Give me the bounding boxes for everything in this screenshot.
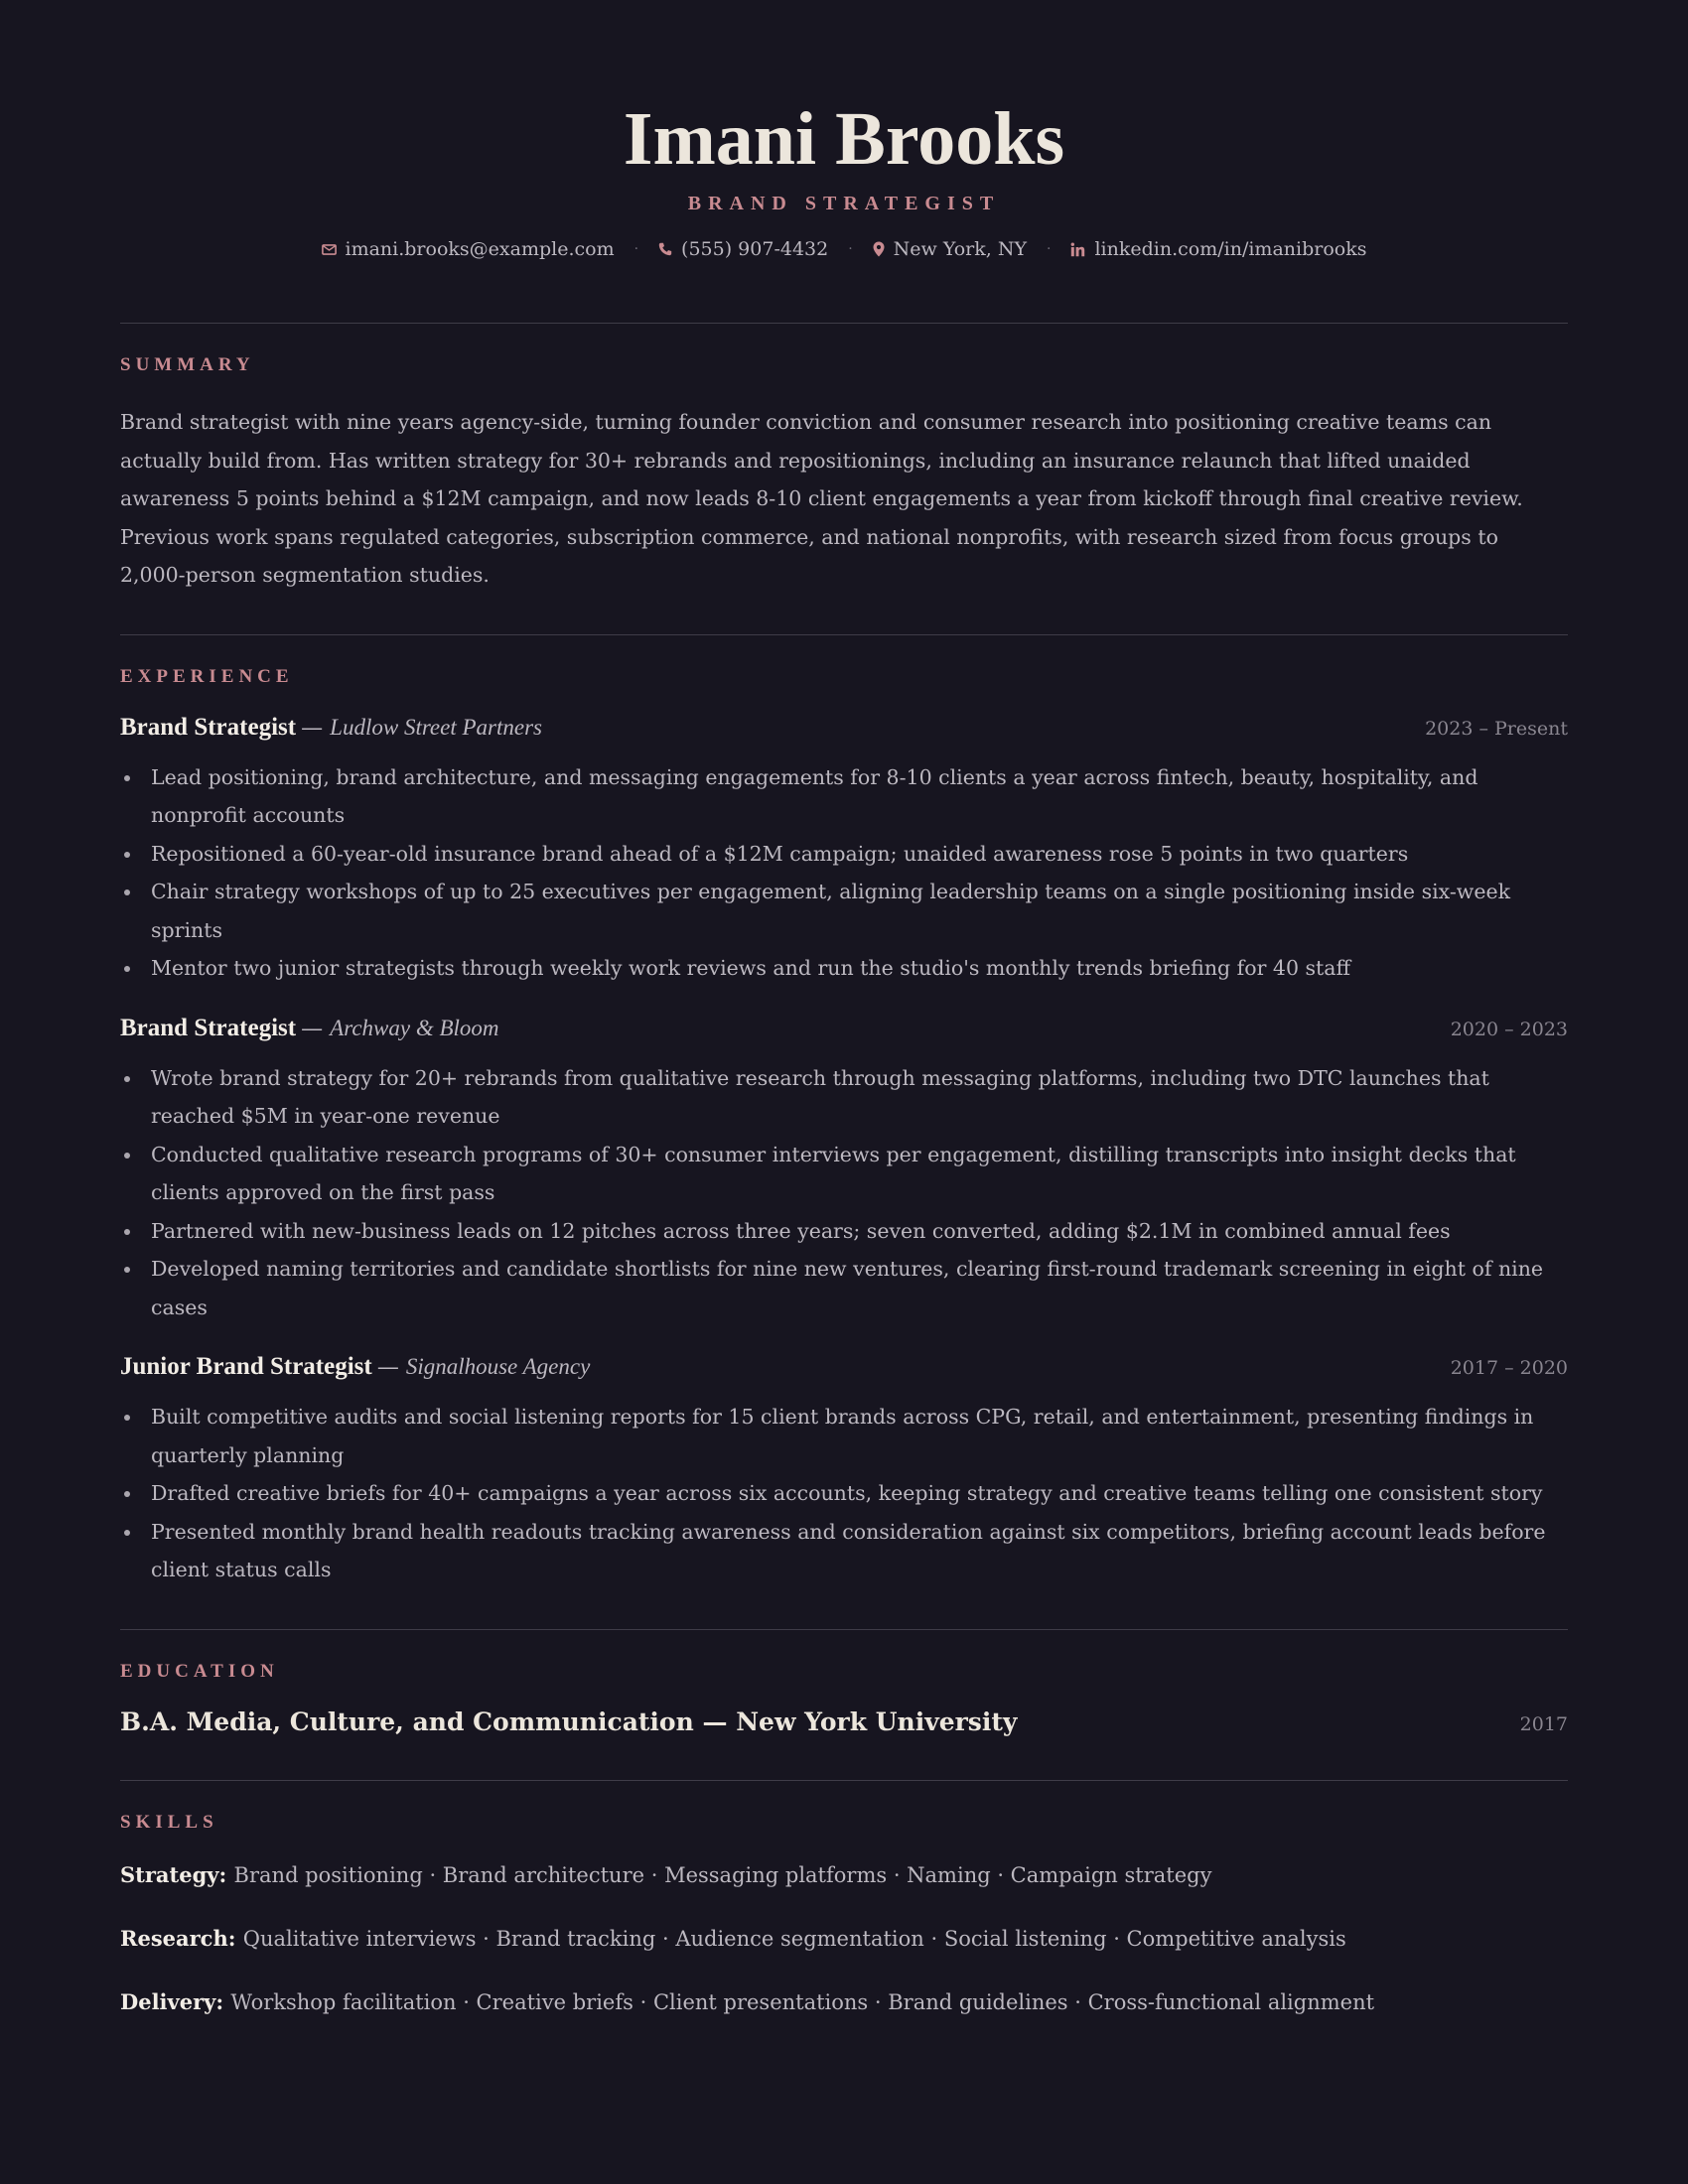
contact-email[interactable] [322,236,615,262]
summary-text: Brand strategist with nine years agency-side, turning founder conviction and consumer research into positioning creative teams can actually build from. Has written strategy for 30+ rebrands and repositionings, including an insurance relaunch that lifted unaided awareness 5 points behind a $12M campaign, and now leads 8-10 client engagements a year from kickoff through final creative review. Previous work spans regulated categories, subscription commerce, and national nonprofits, with research sized from focus groups to 2,000-person segmentation studies. [120,410,1523,587]
degree-text: B.A. Media, Culture, and Communication — New York University [120,1706,1018,1736]
job-bullet: Partnered with new-business leads on 12 pitches across three years; seven converted, adding $2.1M in combined annual fees [120,1212,1568,1251]
job-bullets [120,758,1568,988]
job-bullet: Presented monthly brand health readouts tracking awareness and consideration against six competitors, briefing account leads before client status calls [120,1513,1568,1589]
job-role: Junior Brand Strategist [120,1353,372,1380]
job-dates: 2020 – 2023 [1450,1018,1568,1040]
contact-separator: · [633,241,639,257]
education-year: 2017 [1519,1712,1568,1735]
job-header [120,1350,1568,1386]
job-entry [120,1012,1568,1327]
job-dates: 2017 – 2020 [1450,1357,1568,1379]
summary-heading: SUMMARY [120,354,255,375]
summary-section [120,324,1568,595]
education-heading: EDUCATION [120,1660,279,1682]
job-role: Brand Strategist [120,1014,297,1041]
skill-category: Strategy: [120,1861,234,1887]
contact-separator: · [848,241,853,257]
mail-icon [322,244,337,255]
job-bullets [120,1398,1568,1589]
contact-separator: · [1047,241,1052,257]
skills-section [120,1781,1568,2017]
job-bullet: Built competitive audits and social listening reports for 15 client brands across CPG, retail, and entertainment, presenting findings in quarterly planning [120,1398,1568,1474]
contact-location-text: New York, NY [893,238,1028,260]
contact-line [120,236,1568,262]
candidate-title: BRAND STRATEGIST [687,193,1001,214]
job-role: Brand Strategist [120,713,297,741]
skills-heading: SKILLS [120,1811,218,1833]
candidate-name: Imani Brooks [623,97,1065,181]
job-dates: 2023 – Present [1425,717,1568,740]
skill-row [120,1924,1568,1954]
skill-category: Delivery: [120,1988,231,2014]
job-header [120,1012,1568,1047]
education-section [120,1630,1568,1739]
job-dash: — [376,1355,406,1380]
contact-phone[interactable] [658,236,828,262]
resume-header [120,95,1568,262]
skill-row [120,1987,1568,2017]
skill-row [120,1860,1568,1890]
contact-location [873,236,1027,262]
job-dash: — [301,715,331,741]
linkedin-icon [1070,242,1085,257]
phone-icon [658,242,672,256]
location-pin-icon [873,241,885,257]
skill-items: Brand positioning · Brand architecture · Messaging platforms · Naming · Campaign strategy [233,1862,1212,1887]
skill-items: Workshop facilitation · Creative briefs · Client presentations · Brand guidelines · Cross-functional alignment [230,1989,1375,2014]
job-bullet: Lead positioning, brand architecture, and messaging engagements for 8-10 clients a year across fintech, beauty, hospitality, and nonprofit accounts [120,758,1568,835]
contact-linkedin[interactable] [1070,236,1366,262]
contact-linkedin-text: linkedin.com/in/imanibrooks [1094,238,1367,260]
contact-phone-text: (555) 907-4432 [681,238,829,260]
experience-heading: EXPERIENCE [120,665,294,687]
job-bullet: Mentor two junior strategists through weekly work reviews and run the studio's monthly trends briefing for 40 staff [120,949,1568,988]
job-bullet: Wrote brand strategy for 20+ rebrands from qualitative research through messaging platforms, including two DTC launches that reached $5M in year-one revenue [120,1059,1568,1136]
job-company: Archway & Bloom [330,1015,499,1040]
job-bullet: Repositioned a 60-year-old insurance brand ahead of a $12M campaign; unaided awareness rose 5 points in two quarters [120,835,1568,874]
job-dash: — [301,1016,331,1041]
skill-items: Qualitative interviews · Brand tracking · Audience segmentation · Social listening · Competitive analysis [242,1926,1346,1951]
education-entry [120,1706,1568,1739]
job-company: Ludlow Street Partners [330,714,542,740]
job-bullet: Drafted creative briefs for 40+ campaigns a year across six accounts, keeping strategy and creative teams telling one consistent story [120,1474,1568,1513]
experience-section [120,635,1568,1589]
contact-email-text: imani.brooks@example.com [345,238,615,260]
job-entry [120,1350,1568,1589]
job-entry [120,711,1568,988]
job-bullet: Chair strategy workshops of up to 25 executives per engagement, aligning leadership teams on a single positioning inside six-week sprints [120,873,1568,949]
job-bullet: Conducted qualitative research programs of 30+ consumer interviews per engagement, distilling transcripts into insight decks that clients approved on the first pass [120,1136,1568,1212]
job-bullet: Developed naming territories and candidate shortlists for nine new ventures, clearing first-round trademark screening in eight of nine cases [120,1250,1568,1326]
job-bullets [120,1059,1568,1327]
skill-category: Research: [120,1925,243,1951]
job-header [120,711,1568,747]
job-company: Signalhouse Agency [405,1354,591,1379]
